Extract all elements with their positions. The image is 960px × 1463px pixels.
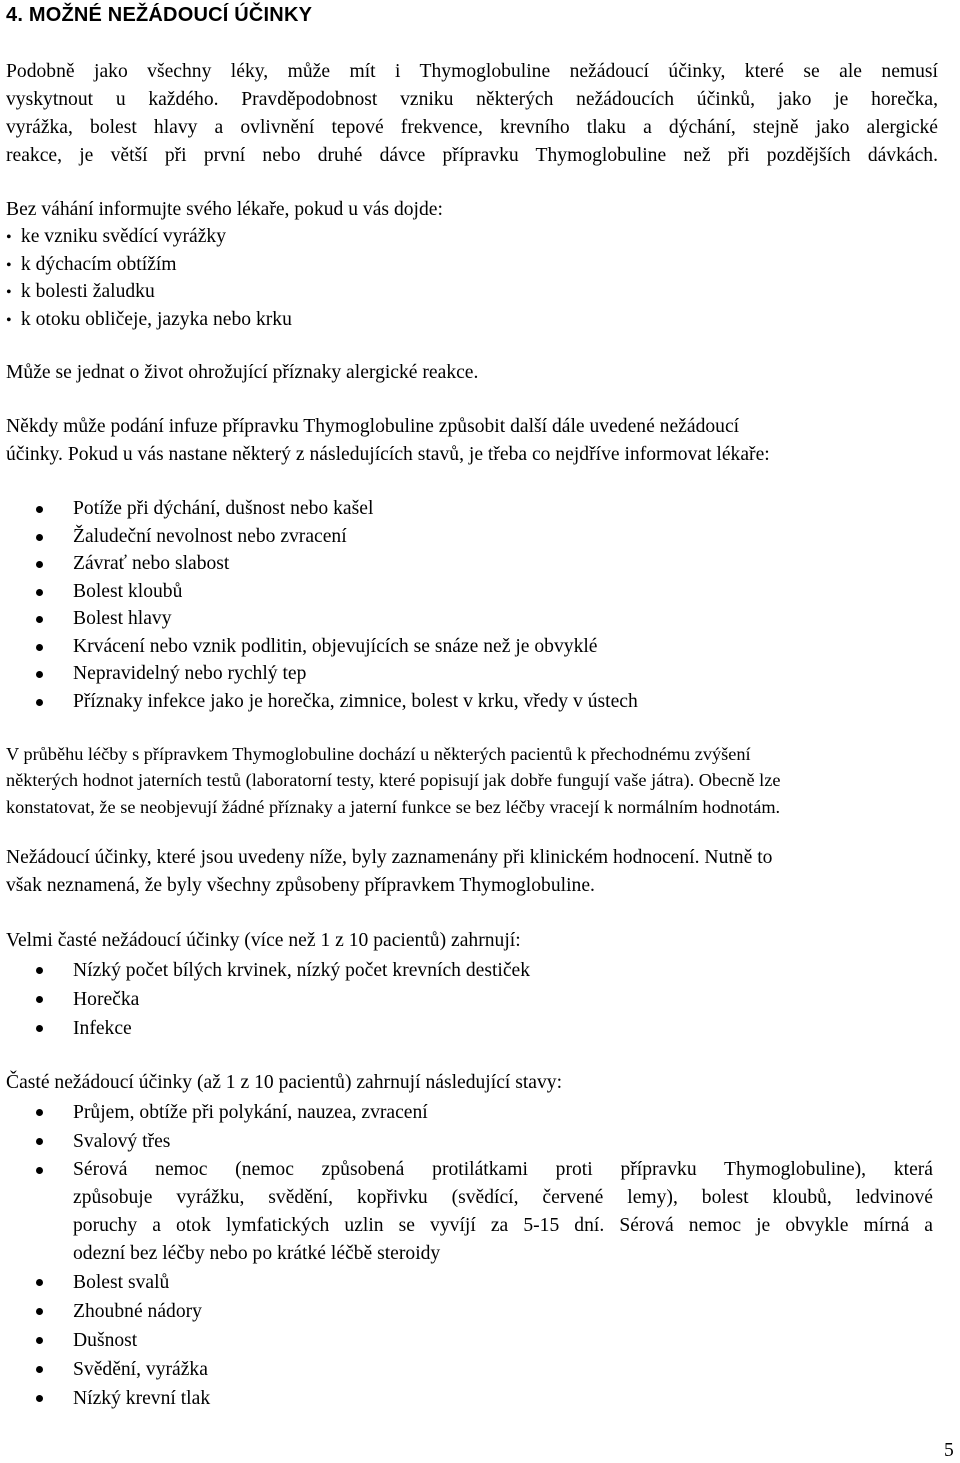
bullet-icon	[36, 1025, 43, 1032]
serum-line: poruchy a otok lymfatických uzlin se vyvíjí za 5-15 dní. Sérová nemoc je obvykle mírná a	[73, 1215, 933, 1236]
list-item: • k bolesti žaludku	[6, 278, 292, 306]
list-item: Průjem, obtíže při polykání, nauzea, zvracení	[0, 1098, 933, 1127]
list-item: Žaludeční nevolnost nebo zvracení	[0, 523, 638, 551]
list-item: Svalový třes	[0, 1127, 933, 1156]
list-item: Nízký počet bílých krvinek, nízký počet krevních destiček	[0, 956, 530, 985]
bullet-icon	[36, 671, 43, 678]
list-item: Příznaky infekce jako je horečka, zimnice, bolest v krku, vředy v ústech	[0, 688, 638, 716]
bullet-icon	[36, 616, 43, 623]
intro-line: vyskytnout u každého. Pravděpodobnost vzniku některých nežádoucích účinků, jako je horečka,	[6, 89, 938, 110]
list-item: Infekce	[0, 1014, 530, 1043]
common-list	[0, 1098, 933, 1413]
infusion-line: účinky. Pokud u vás nastane některý z následujících stavů, je třeba co nejdříve informovat lékaře:	[6, 444, 770, 465]
list-item: Bolest svalů	[0, 1268, 933, 1297]
bullet-icon	[36, 967, 43, 974]
intro-line: Podobně jako všechny léky, může mít i Thymoglobuline nežádoucí účinky, které se ale nemusí	[6, 61, 938, 82]
list-item: Nízký krevní tlak	[0, 1384, 933, 1413]
list-item	[0, 1156, 933, 1268]
bullet-icon	[36, 1138, 43, 1145]
intro-line: reakce, je větší při první nebo druhé dávce přípravku Thymoglobuline než při pozdějších dávkách.	[6, 145, 938, 166]
bullet-icon	[36, 1279, 43, 1286]
bullet-icon	[36, 1366, 43, 1373]
very-common-lead: Velmi časté nežádoucí účinky (více než 1 z 10 pacientů) zahrnují:	[6, 930, 521, 951]
infusion-list	[0, 495, 638, 715]
bullet-icon	[36, 644, 43, 651]
bullet-icon: •	[6, 229, 12, 246]
infusion-line: Někdy může podání infuze přípravku Thymoglobuline způsobit další dále uvedené nežádoucí	[6, 416, 740, 437]
allergy-list	[6, 223, 292, 333]
list-item: Horečka	[0, 985, 530, 1014]
page-number: 5	[944, 1440, 954, 1461]
list-item: • ke vzniku svědící vyrážky	[6, 223, 292, 251]
bullet-icon	[36, 1167, 43, 1174]
bullet-icon: •	[6, 256, 12, 274]
list-item: • k dýchacím obtížím	[6, 251, 292, 279]
liver-line: některých hodnot jaterních testů (laboratorní testy, které popisují jak dobře fungují vaše játra). Obecně lze	[6, 770, 781, 791]
clinical-line: Nežádoucí účinky, které jsou uvedeny níže, byly zaznamenány při klinickém hodnocení. Nutně to	[6, 847, 773, 868]
bullet-icon: •	[6, 311, 12, 329]
list-item: • k otoku obličeje, jazyka nebo krku	[6, 306, 292, 334]
liver-line: konstatovat, že se neobjevují žádné příznaky a jaterní funkce se bez léčby vracejí k normálním hodnotám.	[6, 796, 781, 817]
bullet-icon	[36, 996, 43, 1003]
bullet-icon	[36, 1109, 43, 1116]
bullet-icon	[36, 534, 43, 541]
bullet-icon: •	[6, 284, 12, 301]
list-item: Nepravidelný nebo rychlý tep	[0, 660, 638, 688]
bullet-icon	[36, 699, 43, 706]
list-item: Závrať nebo slabost	[0, 550, 638, 578]
common-lead: Časté nežádoucí účinky (až 1 z 10 pacientů) zahrnují následující stavy:	[6, 1072, 563, 1093]
clinical-paragraph	[6, 844, 772, 900]
intro-line: vyrážka, bolest hlavy a ovlivnění tepové frekvence, krevního tlaku a dýchání, stejně jako alergické	[6, 117, 938, 138]
list-item: Svědění, vyrážka	[0, 1355, 933, 1384]
serum-line: odezní bez léčby nebo po krátké léčbě steroidy	[73, 1243, 441, 1264]
bullet-icon	[36, 1337, 43, 1344]
list-item: Dušnost	[0, 1326, 933, 1355]
bullet-icon	[36, 506, 43, 513]
serum-line: způsobuje vyrážku, svědění, kopřivku (svědící, červené lemy), bolest kloubů, ledvinové	[73, 1187, 933, 1208]
list-item: Bolest hlavy	[0, 605, 638, 633]
list-item: Potíže při dýchání, dušnost nebo kašel	[0, 495, 638, 523]
liver-paragraph	[6, 741, 780, 820]
list-item: Krvácení nebo vznik podlitin, objevujících se snáze než je obvyklé	[0, 633, 638, 661]
intro-paragraph	[6, 58, 938, 170]
list-item: Zhoubné nádory	[0, 1297, 933, 1326]
list-item: Bolest kloubů	[0, 578, 638, 606]
infusion-paragraph	[6, 413, 770, 469]
allergy-lead: Bez váhání informujte svého lékaře, pokud u vás dojde:	[6, 199, 443, 220]
liver-line: V průběhu léčby s přípravkem Thymoglobuline dochází u některých pacientů k přechodnému zvýšení	[6, 744, 751, 764]
section-heading: 4. MOŽNÉ NEŽÁDOUCÍ ÚČINKY	[6, 4, 313, 26]
clinical-line: však neznamená, že byly všechny způsobeny přípravkem Thymoglobuline.	[6, 875, 595, 896]
bullet-icon	[36, 561, 43, 568]
allergy-warning: Může se jednat o život ohrožující příznaky alergické reakce.	[6, 362, 479, 383]
bullet-icon	[36, 1395, 43, 1402]
very-common-list	[0, 956, 530, 1043]
bullet-icon	[36, 1308, 43, 1315]
bullet-icon	[36, 589, 43, 596]
serum-line: Sérová nemoc (nemoc způsobená protilátkami proti přípravku Thymoglobuline), která	[73, 1159, 933, 1180]
